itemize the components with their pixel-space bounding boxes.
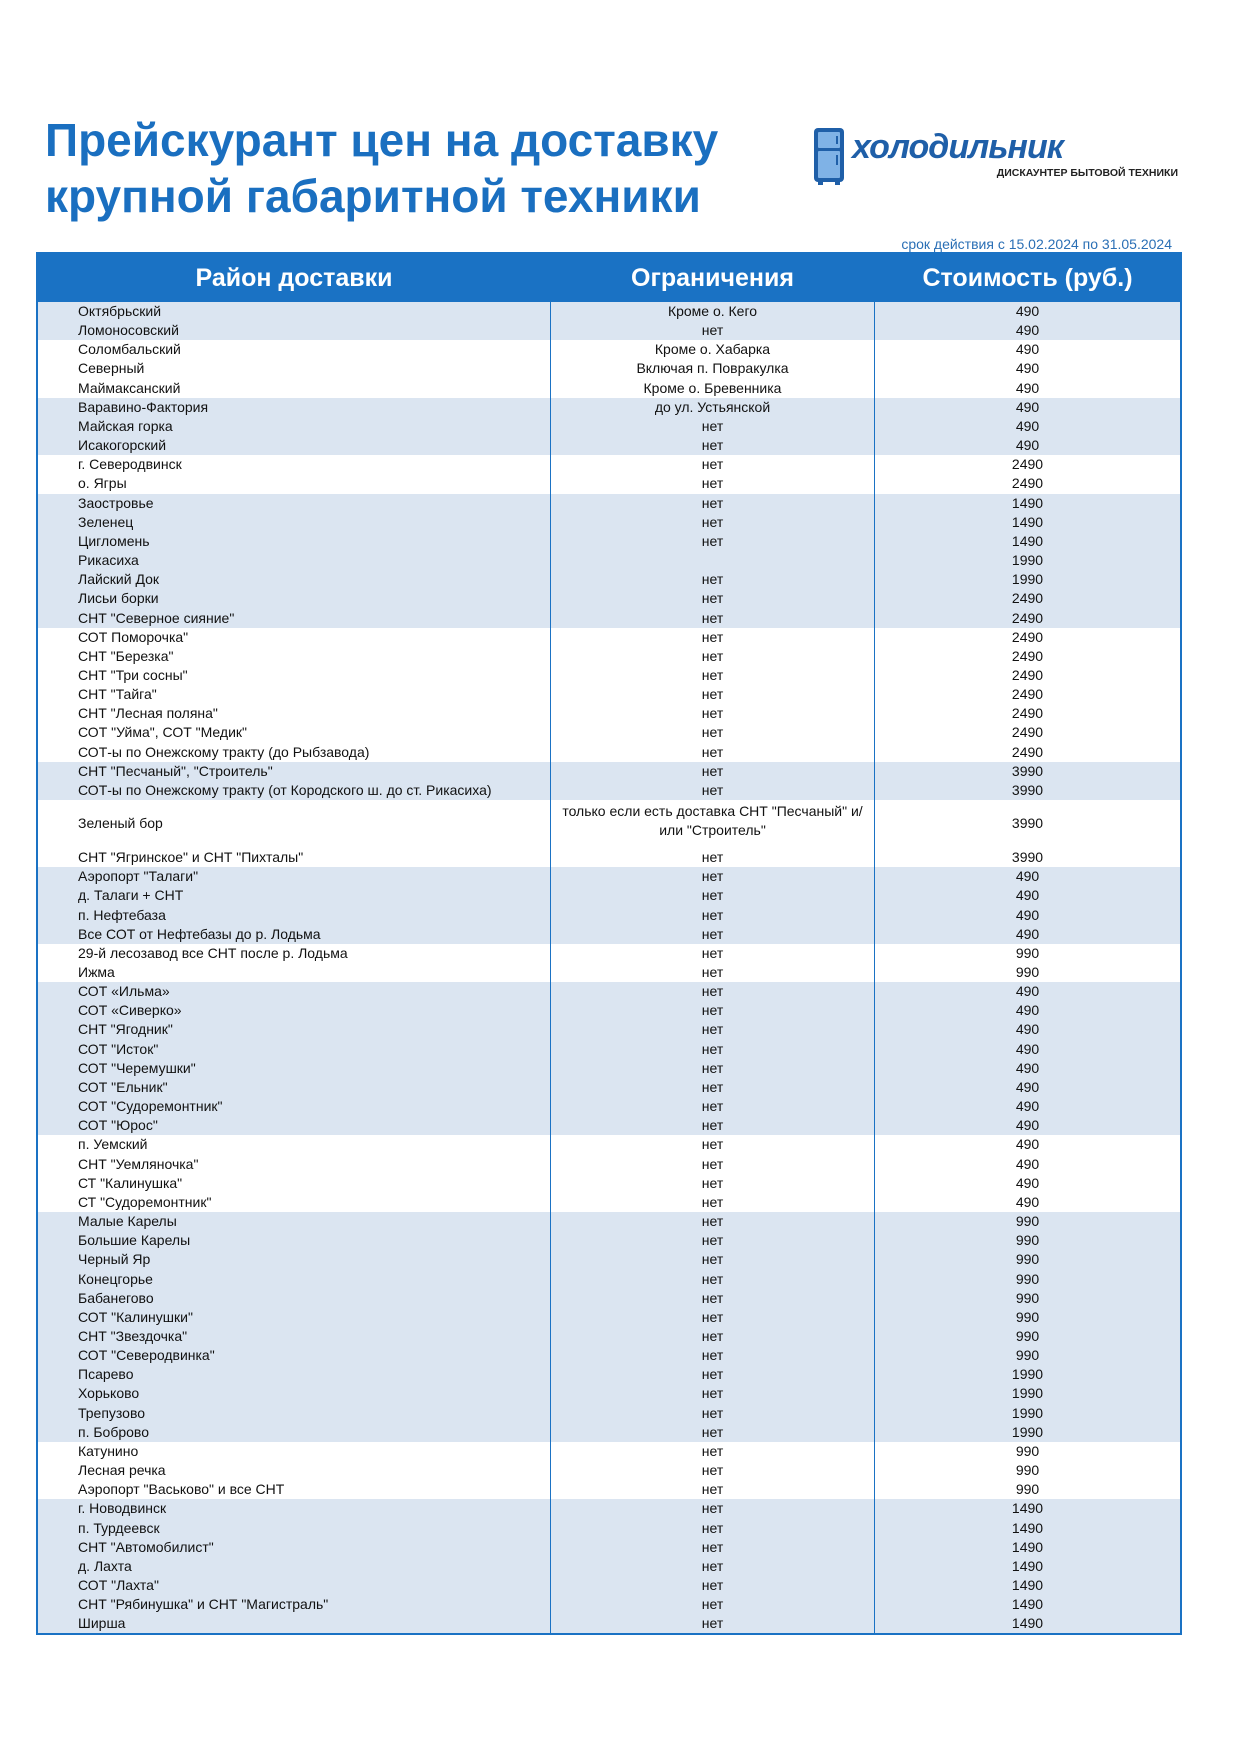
- price-cell: 990: [874, 944, 1180, 963]
- district-cell: п. Уемский: [78, 1136, 148, 1153]
- price-cell: 490: [874, 436, 1180, 455]
- table-row: [38, 723, 1180, 742]
- district-cell: Ломоносовский: [78, 322, 179, 339]
- table-row: [38, 1576, 1180, 1595]
- restriction-cell: нет: [550, 666, 874, 685]
- table-row: [38, 1059, 1180, 1078]
- restriction-cell: нет: [550, 762, 874, 781]
- district-cell: п. Боброво: [78, 1423, 149, 1440]
- price-cell: 2490: [874, 704, 1180, 723]
- table-row: [38, 1097, 1180, 1116]
- district-cell: СОТ "Судоремонтник": [78, 1098, 223, 1115]
- district-cell: г. Новодвинск: [78, 1500, 167, 1517]
- restriction-cell: нет: [550, 628, 874, 647]
- table-row: [38, 359, 1180, 378]
- price-cell: 990: [874, 1480, 1180, 1499]
- district-cell: СОТ "Лахта": [78, 1577, 159, 1593]
- price-cell: 3990: [874, 762, 1180, 781]
- price-cell: 490: [874, 1078, 1180, 1097]
- price-cell: 490: [874, 1020, 1180, 1039]
- table-row: [38, 1423, 1180, 1442]
- price-cell: 3990: [874, 800, 1180, 848]
- restriction-cell: нет: [550, 1250, 874, 1269]
- table-row: [38, 321, 1180, 340]
- restriction-cell: нет: [550, 1461, 874, 1480]
- restriction-cell: нет: [550, 781, 874, 800]
- restriction-cell: нет: [550, 1289, 874, 1308]
- district-cell: Псарево: [78, 1366, 134, 1383]
- district-cell: 29-й лесозавод все СНТ после р. Лодьма: [78, 944, 348, 961]
- district-cell: СТ "Калинушка": [78, 1174, 183, 1191]
- restriction-cell: нет: [550, 867, 874, 886]
- table-row: [38, 1442, 1180, 1461]
- price-cell: 990: [874, 1442, 1180, 1461]
- price-cell: 490: [874, 379, 1180, 398]
- price-cell: 1490: [874, 1499, 1180, 1518]
- table-row: [38, 1519, 1180, 1538]
- restriction-cell: нет: [550, 723, 874, 742]
- price-cell: 2490: [874, 609, 1180, 628]
- table-row: [38, 944, 1180, 963]
- price-cell: 1490: [874, 1614, 1180, 1633]
- district-cell: Цигломень: [78, 532, 150, 549]
- table-row: [38, 1461, 1180, 1480]
- validity-period: срок действия с 15.02.2024 по 31.05.2024: [901, 236, 1172, 252]
- district-cell: СОТ «Ильма»: [78, 983, 170, 1000]
- table-row: [38, 513, 1180, 532]
- fridge-icon: [812, 126, 1182, 186]
- district-cell: п. Турдеевск: [78, 1519, 160, 1536]
- table-row: [38, 1040, 1180, 1059]
- restriction-cell: нет: [550, 704, 874, 723]
- table-row: [38, 1193, 1180, 1212]
- price-cell: 3990: [874, 848, 1180, 867]
- restriction-cell: нет: [550, 743, 874, 762]
- restriction-cell: нет: [550, 1116, 874, 1135]
- title-line-2: крупной габаритной техники: [45, 170, 701, 222]
- price-cell: 490: [874, 925, 1180, 944]
- district-cell: Трепузово: [78, 1404, 146, 1421]
- table-row: [38, 628, 1180, 647]
- district-cell: СОТ "Исток": [78, 1040, 159, 1057]
- table-row: [38, 925, 1180, 944]
- price-cell: 1990: [874, 1404, 1180, 1423]
- table-row: [38, 1155, 1180, 1174]
- table-row: [38, 1135, 1180, 1154]
- header-restriction: Ограничения: [550, 254, 874, 302]
- district-cell: Исакогорский: [78, 437, 167, 454]
- district-cell: Конецгорье: [78, 1270, 153, 1287]
- table-row: [38, 704, 1180, 723]
- price-cell: 490: [874, 1040, 1180, 1059]
- district-cell: СОТ "Северодвинка": [78, 1347, 215, 1364]
- district-cell: д. Лахта: [78, 1557, 132, 1574]
- table-row: [38, 1078, 1180, 1097]
- restriction-cell: нет: [550, 1346, 874, 1365]
- district-cell: СНТ "Ягринское" и СНТ "Пихталы": [78, 849, 304, 866]
- district-cell: п. Нефтебаза: [78, 906, 166, 923]
- table-row: [38, 1270, 1180, 1289]
- restriction-cell: нет: [550, 1595, 874, 1614]
- table-row: [38, 1289, 1180, 1308]
- district-cell: СОТ "Уйма", СОТ "Медик": [78, 724, 247, 741]
- price-cell: 990: [874, 1327, 1180, 1346]
- price-cell: 2490: [874, 628, 1180, 647]
- price-cell: 990: [874, 1212, 1180, 1231]
- restriction-cell: нет: [550, 1614, 874, 1633]
- district-cell: Северный: [78, 360, 145, 377]
- district-cell: СОТ-ы по Онежскому тракту (от Кородского ш. до ст. Рикасиха): [78, 781, 492, 798]
- restriction-cell: нет: [550, 1538, 874, 1557]
- price-cell: 490: [874, 321, 1180, 340]
- district-cell: Лисьи борки: [78, 590, 159, 607]
- table-row: [38, 474, 1180, 493]
- price-cell: 2490: [874, 455, 1180, 474]
- table-row: [38, 886, 1180, 905]
- brand-wordmark: [850, 128, 1066, 166]
- restriction-cell: нет: [550, 1308, 874, 1327]
- restriction-cell: нет: [550, 436, 874, 455]
- price-cell: 990: [874, 1461, 1180, 1480]
- price-cell: 990: [874, 1308, 1180, 1327]
- restriction-cell: нет: [550, 1423, 874, 1442]
- price-cell: 490: [874, 982, 1180, 1001]
- district-cell: СОТ "Черемушки": [78, 1059, 196, 1076]
- restriction-cell: нет: [550, 1040, 874, 1059]
- restriction-cell: нет: [550, 321, 874, 340]
- table-row: [38, 551, 1180, 570]
- district-cell: СНТ "Три сосны": [78, 666, 188, 683]
- table-row: [38, 1327, 1180, 1346]
- restriction-cell: до ул. Устьянской: [550, 398, 874, 417]
- district-cell: Малые Карелы: [78, 1213, 177, 1230]
- table-row: [38, 762, 1180, 781]
- price-cell: 2490: [874, 666, 1180, 685]
- table-row: [38, 1499, 1180, 1518]
- district-cell: СНТ "Рябинушка" и СНТ "Магистраль": [78, 1596, 329, 1613]
- district-cell: СТ "Судоремонтник": [78, 1193, 212, 1210]
- restriction-cell: Включая п. Повракулка: [550, 359, 874, 378]
- table-row: [38, 982, 1180, 1001]
- price-cell: 990: [874, 1346, 1180, 1365]
- district-cell: СНТ "Уемляночка": [78, 1155, 199, 1172]
- district-cell: Ширша: [78, 1615, 126, 1632]
- price-cell: 1490: [874, 1538, 1180, 1557]
- price-cell: 990: [874, 963, 1180, 982]
- table-row: [38, 963, 1180, 982]
- district-cell: Заостровье: [78, 494, 154, 511]
- table-row: [38, 609, 1180, 628]
- district-cell: Зеленый бор: [78, 815, 163, 832]
- restriction-cell: нет: [550, 1078, 874, 1097]
- table-row: [38, 532, 1180, 551]
- district-cell: Рикасиха: [78, 552, 139, 569]
- restriction-cell: нет: [550, 886, 874, 905]
- district-cell: СОТ «Сиверко»: [78, 1002, 182, 1019]
- restriction-cell: нет: [550, 1097, 874, 1116]
- price-cell: 1490: [874, 532, 1180, 551]
- price-cell: 2490: [874, 474, 1180, 493]
- restriction-cell: нет: [550, 455, 874, 474]
- table-row: [38, 302, 1180, 321]
- table-row: [38, 848, 1180, 867]
- price-cell: 1990: [874, 1365, 1180, 1384]
- district-cell: Катунино: [78, 1442, 139, 1459]
- title-line-1: Прейскурант цен на доставку: [45, 114, 719, 166]
- table-body: [38, 302, 1180, 1633]
- restriction-cell: нет: [550, 609, 874, 628]
- table-row: [38, 455, 1180, 474]
- table-row: [38, 1595, 1180, 1614]
- district-cell: Аэропорт "Талаги": [78, 868, 199, 885]
- table-row: [38, 867, 1180, 886]
- restriction-cell: нет: [550, 1327, 874, 1346]
- district-cell: Черный Яр: [78, 1251, 151, 1268]
- price-cell: 1490: [874, 1576, 1180, 1595]
- restriction-cell: нет: [550, 1499, 874, 1518]
- price-cell: 1490: [874, 1519, 1180, 1538]
- restriction-cell: нет: [550, 848, 874, 867]
- district-cell: СНТ "Лесная поляна": [78, 705, 218, 722]
- district-cell: о. Ягры: [78, 475, 127, 492]
- restriction-cell: нет: [550, 1212, 874, 1231]
- restriction-cell: нет: [550, 1384, 874, 1403]
- restriction-cell: нет: [550, 1001, 874, 1020]
- price-cell: 490: [874, 1097, 1180, 1116]
- table-row: [38, 1614, 1180, 1633]
- restriction-cell: нет: [550, 925, 874, 944]
- table-row: [38, 1384, 1180, 1403]
- table-row: [38, 647, 1180, 666]
- price-cell: 490: [874, 886, 1180, 905]
- district-cell: СОТ "Ельник": [78, 1078, 168, 1095]
- restriction-cell: нет: [550, 1557, 874, 1576]
- price-cell: 490: [874, 302, 1180, 321]
- table-row: [38, 494, 1180, 513]
- restriction-cell: нет: [550, 1270, 874, 1289]
- table-row: [38, 906, 1180, 925]
- district-cell: Большие Карелы: [78, 1232, 191, 1249]
- header-district: Район доставки: [195, 263, 393, 292]
- table-row: [38, 1020, 1180, 1039]
- price-cell: 990: [874, 1289, 1180, 1308]
- price-cell: 490: [874, 1135, 1180, 1154]
- price-cell: 1490: [874, 494, 1180, 513]
- restriction-cell: нет: [550, 1442, 874, 1461]
- price-cell: 490: [874, 1193, 1180, 1212]
- price-cell: 490: [874, 906, 1180, 925]
- restriction-cell: нет: [550, 1135, 874, 1154]
- table-row: [38, 800, 1180, 848]
- price-cell: 490: [874, 867, 1180, 886]
- table-row: [38, 1001, 1180, 1020]
- table-row: [38, 1538, 1180, 1557]
- restriction-cell: Кроме о. Хабарка: [550, 340, 874, 359]
- restriction-cell: нет: [550, 570, 874, 589]
- table-row: [38, 1174, 1180, 1193]
- restriction-cell: нет: [550, 417, 874, 436]
- brand-logo: [812, 126, 1182, 186]
- table-row: [38, 398, 1180, 417]
- table-header: [38, 254, 1180, 302]
- price-cell: 490: [874, 1174, 1180, 1193]
- district-cell: Зеленец: [78, 513, 134, 530]
- price-cell: 1490: [874, 513, 1180, 532]
- restriction-cell: [550, 551, 874, 570]
- district-cell: СНТ "Северное сияние": [78, 609, 235, 626]
- district-cell: Лайский Док: [78, 571, 159, 588]
- price-cell: 2490: [874, 723, 1180, 742]
- restriction-cell: нет: [550, 1193, 874, 1212]
- restriction-cell: нет: [550, 1174, 874, 1193]
- district-cell: СНТ "Звездочка": [78, 1327, 188, 1344]
- brand-tagline: ДИСКАУНТЕР БЫТОВОЙ ТЕХНИКИ: [996, 167, 1178, 179]
- price-cell: 990: [874, 1231, 1180, 1250]
- table-row: [38, 1212, 1180, 1231]
- district-cell: СНТ "Автомобилист": [78, 1538, 214, 1555]
- price-table: [36, 252, 1182, 1635]
- price-cell: 2490: [874, 647, 1180, 666]
- table-row: [38, 1365, 1180, 1384]
- table-row: [38, 1116, 1180, 1135]
- restriction-cell: нет: [550, 513, 874, 532]
- district-cell: Все СОТ от Нефтебазы до р. Лодьма: [78, 925, 321, 942]
- table-row: [38, 743, 1180, 762]
- price-cell: 490: [874, 359, 1180, 378]
- header-price: Стоимость (руб.): [874, 254, 1180, 302]
- table-row: [38, 379, 1180, 398]
- restriction-cell: нет: [550, 1365, 874, 1384]
- restriction-cell: Кроме о. Кего: [550, 302, 874, 321]
- price-cell: 990: [874, 1250, 1180, 1269]
- price-cell: 1990: [874, 551, 1180, 570]
- district-cell: СОТ-ы по Онежскому тракту (до Рыбзавода): [78, 743, 370, 760]
- svg-text:холодильник: холодильник: [852, 128, 1063, 166]
- page-title: [45, 112, 805, 224]
- district-cell: СНТ "Песчаный", "Строитель": [78, 762, 273, 779]
- table-row: [38, 1346, 1180, 1365]
- restriction-cell: нет: [550, 1404, 874, 1423]
- price-cell: 2490: [874, 589, 1180, 608]
- price-cell: 1490: [874, 1595, 1180, 1614]
- restriction-cell: нет: [550, 906, 874, 925]
- district-cell: Варавино-Фактория: [78, 398, 209, 415]
- table-row: [38, 436, 1180, 455]
- table-row: [38, 685, 1180, 704]
- price-cell: 2490: [874, 685, 1180, 704]
- price-cell: 490: [874, 1155, 1180, 1174]
- table-row: [38, 666, 1180, 685]
- restriction-cell: нет: [550, 474, 874, 493]
- restriction-cell: нет: [550, 1231, 874, 1250]
- price-cell: 490: [874, 1059, 1180, 1078]
- table-row: [38, 1404, 1180, 1423]
- price-cell: 490: [874, 1116, 1180, 1135]
- restriction-cell: нет: [550, 944, 874, 963]
- price-cell: 1990: [874, 1423, 1180, 1442]
- district-cell: Лесная речка: [78, 1462, 166, 1479]
- table-row: [38, 781, 1180, 800]
- district-cell: СНТ "Ягодник": [78, 1021, 173, 1038]
- restriction-cell: нет: [550, 1155, 874, 1174]
- district-cell: Ижма: [78, 964, 115, 980]
- price-cell: 490: [874, 417, 1180, 436]
- district-cell: Хорьково: [78, 1385, 140, 1402]
- table-row: [38, 1250, 1180, 1269]
- restriction-cell: нет: [550, 1480, 874, 1499]
- restriction-cell: нет: [550, 1059, 874, 1078]
- district-cell: д. Талаги + СНТ: [78, 887, 184, 904]
- price-cell: 490: [874, 1001, 1180, 1020]
- restriction-cell: нет: [550, 589, 874, 608]
- table-row: [38, 1308, 1180, 1327]
- district-cell: Маймаксанский: [78, 379, 181, 396]
- district-cell: СОТ "Калинушки": [78, 1308, 193, 1325]
- district-cell: СОТ "Юрос": [78, 1117, 158, 1134]
- price-cell: 990: [874, 1270, 1180, 1289]
- district-cell: СОТ Поморочка": [78, 628, 189, 645]
- restriction-cell: нет: [550, 1519, 874, 1538]
- restriction-cell: нет: [550, 1576, 874, 1595]
- district-cell: Октябрьский: [78, 303, 162, 319]
- district-cell: Бабанегово: [78, 1289, 154, 1306]
- table-row: [38, 417, 1180, 436]
- restriction-cell: нет: [550, 963, 874, 982]
- restriction-cell: Кроме о. Бревенника: [550, 379, 874, 398]
- table-row: [38, 570, 1180, 589]
- table-row: [38, 589, 1180, 608]
- price-cell: 1990: [874, 570, 1180, 589]
- price-cell: 1490: [874, 1557, 1180, 1576]
- restriction-cell: нет: [550, 532, 874, 551]
- restriction-cell: только если есть доставка СНТ "Песчаный" и/или "Строитель": [550, 800, 874, 848]
- district-cell: Аэропорт "Васьково" и все СНТ: [78, 1481, 285, 1498]
- price-cell: 2490: [874, 743, 1180, 762]
- table-row: [38, 1557, 1180, 1576]
- price-cell: 490: [874, 340, 1180, 359]
- district-cell: г. Северодвинск: [78, 456, 182, 473]
- restriction-cell: нет: [550, 982, 874, 1001]
- table-row: [38, 340, 1180, 359]
- price-cell: 1990: [874, 1384, 1180, 1403]
- district-cell: СНТ "Тайга": [78, 686, 157, 703]
- price-cell: 490: [874, 398, 1180, 417]
- district-cell: Соломбальский: [78, 341, 181, 358]
- table-row: [38, 1231, 1180, 1250]
- restriction-cell: нет: [550, 647, 874, 666]
- table-row: [38, 1480, 1180, 1499]
- restriction-cell: нет: [550, 1020, 874, 1039]
- restriction-cell: нет: [550, 685, 874, 704]
- district-cell: СНТ "Березка": [78, 647, 174, 664]
- district-cell: Майская горка: [78, 417, 173, 434]
- restriction-cell: нет: [550, 494, 874, 513]
- price-cell: 3990: [874, 781, 1180, 800]
